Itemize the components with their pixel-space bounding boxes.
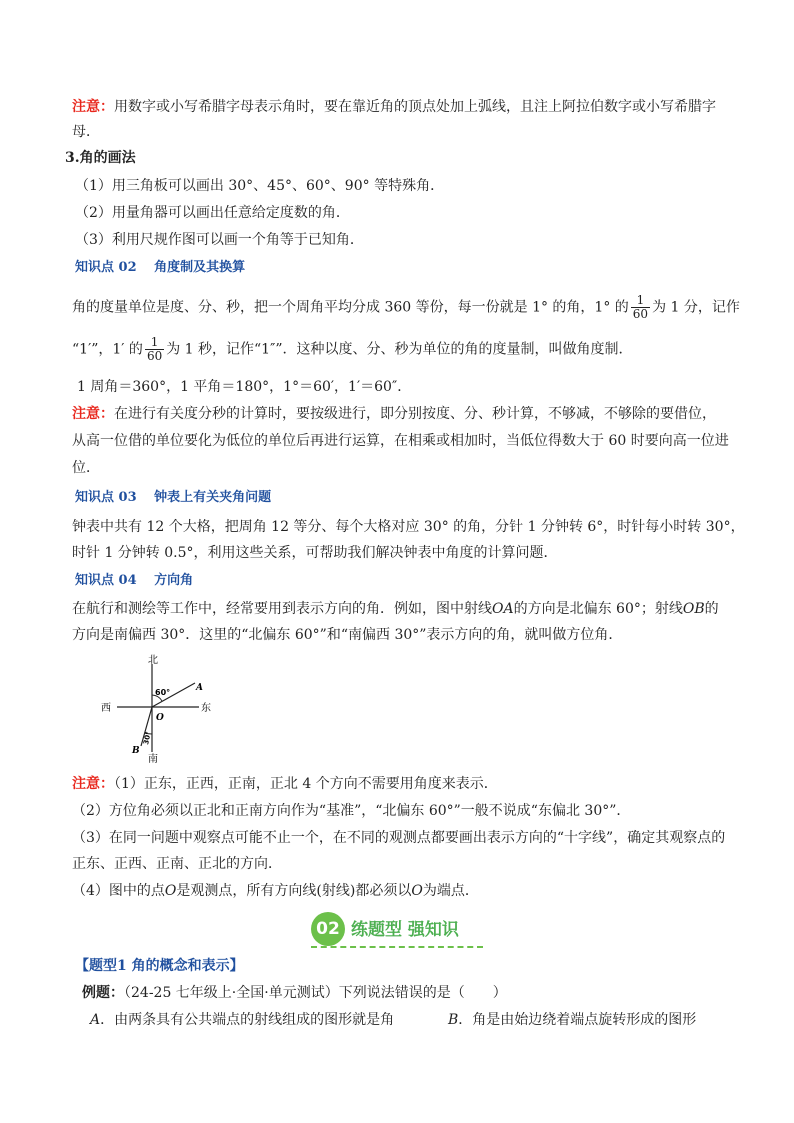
fraction-numerator: 1 xyxy=(145,336,164,350)
note-label: 注意： xyxy=(72,99,114,115)
paragraph xyxy=(72,599,719,619)
paragraph-text: 为 1 秒，记作“1″”．这种以度、分、秒为单位的角的度量制，叫做角度制． xyxy=(166,341,633,358)
note-item: 正东、正西、正南、正北的方向． xyxy=(72,856,282,872)
list-item: （3）利用尺规作图可以画一个角等于已知角． xyxy=(75,232,364,248)
list-item: （1）用三角板可以画出 30°、45°、60°、90° 等特殊角． xyxy=(75,178,445,194)
west-label: 西 xyxy=(101,703,111,714)
fraction-denominator: 60 xyxy=(146,349,163,363)
east-label: 东 xyxy=(201,703,211,714)
angle-a-label: 60° xyxy=(155,688,171,697)
north-label: 北 xyxy=(148,655,158,666)
question-type-title: 【题型1 角的概念和表示】 xyxy=(75,958,244,974)
knowledge-point-title: 知识点 03 钟表上有关夹角问题 xyxy=(75,490,272,505)
south-label: 南 xyxy=(148,754,158,765)
note-text: 在进行有关度分秒的计算时，要按级进行，即分别按度、分、秒计算，不够减，不够除的要借位， xyxy=(114,406,716,422)
option-letter: B xyxy=(448,1012,459,1028)
section-divider xyxy=(311,946,483,948)
paragraph xyxy=(72,294,740,321)
option-b xyxy=(448,1010,696,1030)
option-letter: A xyxy=(90,1012,101,1028)
option-text: ．角是由始边绕着端点旋转形成的图形 xyxy=(458,1012,697,1028)
point-a-label: A xyxy=(196,683,203,693)
point-label: O xyxy=(411,883,423,899)
option-a xyxy=(90,1010,394,1030)
note-text: 为端点． xyxy=(422,883,479,899)
direction-angle-figure xyxy=(95,650,225,770)
note-item: （3）在同一问题中观察点可能不止一个，在不同的观测点都要画出表示方向的“十字线”，确定其观察点的 xyxy=(72,830,726,846)
note-text-continued: 位． xyxy=(72,460,100,476)
note-paragraph xyxy=(72,404,716,424)
point-label: O xyxy=(164,883,177,899)
example-question xyxy=(82,983,507,1003)
note-text: 是观测点，所有方向线(射线)都必须以 xyxy=(176,883,412,899)
point-o-label: O xyxy=(156,713,164,723)
section-number-badge: 02 xyxy=(311,912,345,946)
note-paragraph xyxy=(72,774,498,794)
fraction-numerator: 1 xyxy=(631,294,650,308)
note-paragraph xyxy=(72,97,716,117)
note-text: （1）正东，正西，正南，正北 4 个方向不需要用角度来表示． xyxy=(114,776,498,792)
list-item: （2）用量角器可以画出任意给定度数的角． xyxy=(75,205,350,221)
paragraph: 钟表中共有 12 个大格，把周角 12 等分、每个大格对应 30° 的角，分针 1 分钟转 6°，时针每小时转 30°， xyxy=(72,519,745,535)
fraction xyxy=(145,336,164,363)
note-item xyxy=(72,881,479,901)
angle-b-label: 30° xyxy=(142,730,153,746)
knowledge-point-title: 知识点 02 角度制及其换算 xyxy=(75,260,246,275)
paragraph-text: “1′”，1′ 的 xyxy=(72,341,143,358)
note-text-continued: 从高一位借的单位要化为低位的单位后再进行运算，在相乘或相加时，当低位得数大于 60 时要向高一位进 xyxy=(72,433,729,449)
section-heading: 3.角的画法 xyxy=(65,150,136,166)
formula-line: 1 周角＝360°，1 平角＝180°，1°＝60′，1′＝60″． xyxy=(77,379,412,395)
section-title: 练题型 强知识 xyxy=(351,920,459,940)
paragraph-text: 的方向是北偏东 60°；射线 xyxy=(513,601,683,617)
paragraph-text: 角的度量单位是度、分、秒，把一个周角平均分成 360 等份，每一份就是 1° 的角，1° 的 xyxy=(72,299,629,316)
note-text-continued: 母． xyxy=(72,124,100,140)
paragraph: 时针 1 分钟转 0.5°，利用这些关系，可帮助我们解决钟表中角度的计算问题． xyxy=(72,545,558,561)
ray-label: OA xyxy=(492,601,514,617)
paragraph-text: 在航行和测绘等工作中，经常要用到表示方向的角．例如，图中射线 xyxy=(72,601,492,617)
note-label: 注意： xyxy=(72,776,114,792)
paragraph-text: 的 xyxy=(704,601,719,617)
paragraph-text: 为 1 分，记作 xyxy=(652,299,740,316)
example-text: （24-25 七年级上·全国·单元测试）下列说法错误的是（ ） xyxy=(124,985,507,1001)
note-label: 注意： xyxy=(72,406,114,422)
knowledge-point-title: 知识点 04 方向角 xyxy=(75,573,194,588)
fraction-denominator: 60 xyxy=(632,307,649,321)
fraction xyxy=(631,294,650,321)
note-text: 用数字或小写希腊字母表示角时，要在靠近角的顶点处加上弧线，且注上阿拉伯数字或小写希腊字 xyxy=(114,99,716,115)
example-label: 例题： xyxy=(82,985,124,1001)
paragraph xyxy=(72,336,632,363)
paragraph: 方向是南偏西 30°．这里的“北偏东 60°”和“南偏西 30°”表示方向的角，就叫做方位角． xyxy=(72,627,623,643)
note-item: （2）方位角必须以正北和正南方向作为“基准”，“北偏东 60°”一般不说成“东偏北 30°”． xyxy=(72,803,631,819)
point-b-label: B xyxy=(132,746,140,756)
note-text: （4）图中的点 xyxy=(72,883,165,899)
option-text: ．由两条具有公共端点的射线组成的图形就是角 xyxy=(100,1012,395,1028)
ray-label: OB xyxy=(682,601,705,617)
